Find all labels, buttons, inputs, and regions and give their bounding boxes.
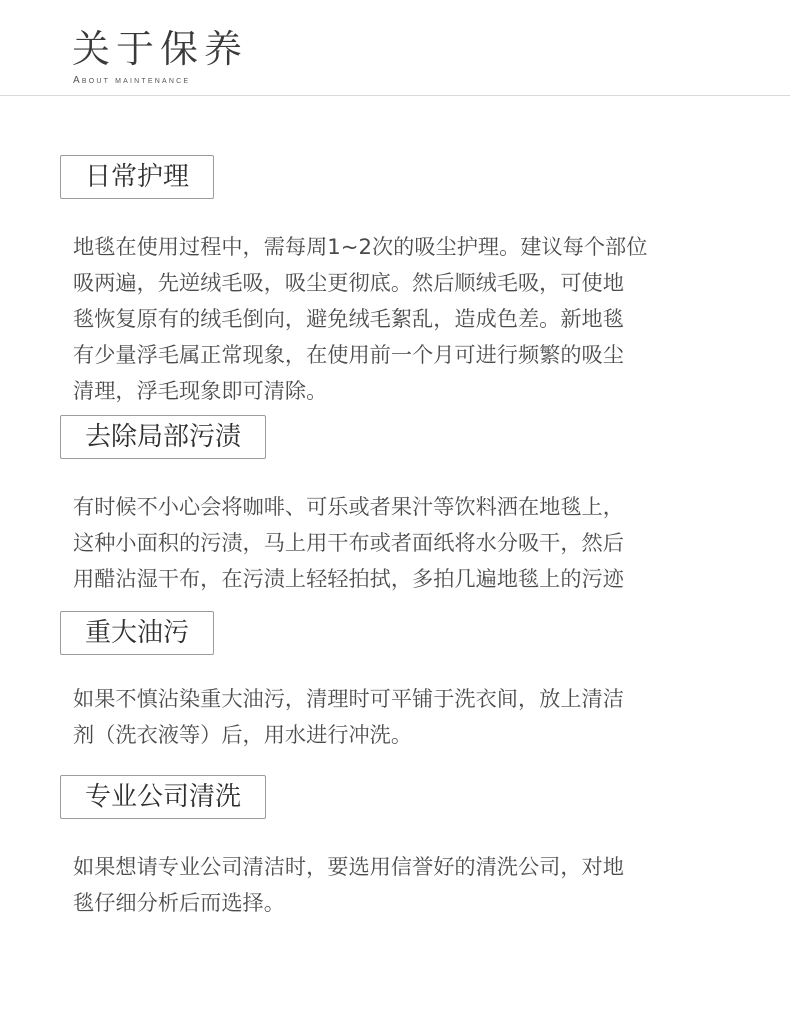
page-title: 关于保养	[72, 27, 249, 71]
text-line: 如果不慎沾染重大油污，清理时可平铺于洗衣间，放上清洁	[73, 686, 624, 711]
section-text-daily-care	[73, 229, 723, 409]
section-label-stain-removal: 去除局部污渍	[60, 415, 266, 459]
page-subtitle: About maintenance	[73, 75, 191, 86]
section-label-heavy-grease: 重大油污	[60, 611, 214, 655]
text-line: 这种小面积的污渍，马上用干布或者面纸将水分吸干，然后	[73, 530, 624, 555]
section-label-daily-care: 日常护理	[60, 155, 214, 199]
text-line: 剂（洗衣液等）后，用水进行冲洗。	[73, 722, 413, 747]
section-text-professional-cleaning	[73, 849, 723, 921]
text-line: 有少量浮毛属正常现象，在使用前一个月可进行频繁的吸尘	[73, 342, 624, 367]
section-text-heavy-grease	[73, 681, 723, 753]
text-line: 吸两遍，先逆绒毛吸，吸尘更彻底。然后顺绒毛吸，可使地	[73, 270, 624, 295]
text-line: 清理，浮毛现象即可清除。	[73, 378, 328, 403]
text-line: 毯恢复原有的绒毛倒向，避免绒毛絮乱，造成色差。新地毯	[73, 306, 624, 331]
section-label-professional-cleaning: 专业公司清洗	[60, 775, 266, 819]
section-text-stain-removal	[73, 489, 723, 597]
text-line: 如果想请专业公司清洁时，要选用信誉好的清洗公司，对地	[73, 854, 624, 879]
text-line: 用醋沾湿干布，在污渍上轻轻拍拭，多拍几遍地毯上的污迹	[73, 566, 624, 591]
page-header	[0, 0, 790, 96]
text-line: 有时候不小心会将咖啡、可乐或者果汁等饮料洒在地毯上，	[73, 494, 624, 519]
text-line: 毯仔细分析后而选择。	[73, 890, 285, 915]
text-line: 地毯在使用过程中，需每周1~2次的吸尘护理。建议每个部位	[73, 234, 648, 259]
